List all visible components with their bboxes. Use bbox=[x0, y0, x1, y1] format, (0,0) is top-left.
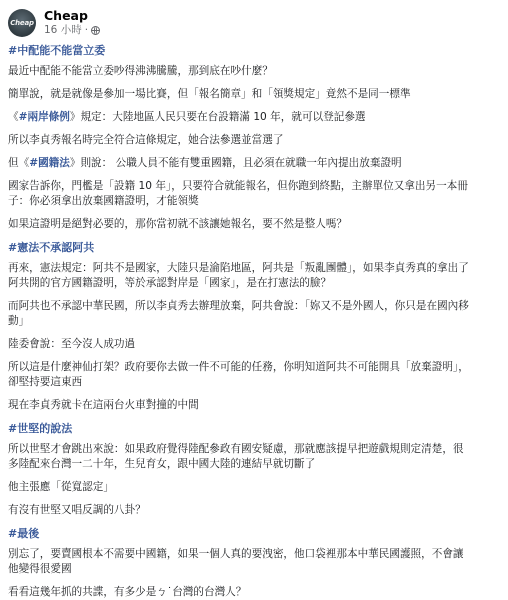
paragraph-line: 看看這幾年抓的共諜，有多少是ㄅ˙台灣的台灣人？ bbox=[8, 586, 247, 598]
text-fragment: 》規定：大陸地區人民只要在台設籍滿 10 年，就可以登記參選 bbox=[69, 111, 366, 123]
post-header bbox=[8, 0, 502, 43]
post-timestamp[interactable]: 16 小時 bbox=[44, 24, 82, 36]
post-paragraph bbox=[8, 398, 502, 413]
paragraph-line: 陸委會說：至今沒人成功過 bbox=[8, 338, 136, 350]
text-fragment: 《 bbox=[8, 111, 19, 123]
post-paragraph bbox=[8, 337, 502, 352]
post-paragraph bbox=[8, 217, 502, 232]
paragraph-line: 再來，憲法規定：阿共不是國家，大陸只是淪陷地區，阿共是「叛亂團體」，如果李貞秀真的拿出了 bbox=[8, 262, 469, 274]
post-paragraph bbox=[8, 261, 502, 291]
post-paragraph bbox=[8, 64, 502, 79]
hashtag-heading[interactable]: #中配能不能當立委 bbox=[8, 44, 106, 57]
text-fragment: 但《 bbox=[8, 157, 30, 169]
avatar-logo-text: Cheap bbox=[10, 19, 34, 27]
post-paragraph bbox=[8, 547, 502, 577]
paragraph-line: 最近中配能不能當立委吵得沸沸騰騰，那到底在吵什麼？ bbox=[8, 65, 273, 77]
paragraph-line: 現在李貞秀就卡在這兩台火車對撞的中間 bbox=[8, 399, 199, 411]
post-paragraph bbox=[8, 110, 502, 125]
paragraph-line: 簡單說，就是就像是參加一場比賽，但「報名簡章」和「領獎規定」竟然不是同一標準 bbox=[8, 88, 411, 100]
post-paragraph bbox=[8, 442, 502, 472]
hashtag-heading[interactable]: #最後 bbox=[8, 527, 40, 540]
post-paragraph bbox=[8, 480, 502, 495]
hashtag-heading[interactable]: #世堅的說法 bbox=[8, 422, 73, 435]
post-body bbox=[8, 43, 502, 600]
post-meta bbox=[44, 9, 100, 37]
paragraph-line: 他主張應「從寬認定」 bbox=[8, 481, 114, 493]
paragraph-line: 如果這證明是絕對必要的，那你當初就不該讓她報名，要不然是整人嗎？ bbox=[8, 218, 347, 230]
paragraph-line: 子：你必須拿出放棄國籍證明，才能領獎 bbox=[8, 195, 199, 207]
hashtag-link[interactable]: #國籍法 bbox=[29, 157, 70, 169]
post-paragraph bbox=[8, 179, 502, 209]
post-paragraph bbox=[8, 133, 502, 148]
timestamp-row bbox=[44, 23, 100, 37]
paragraph-line: 卻堅持要這東西 bbox=[8, 376, 83, 388]
paragraph-line-with-link bbox=[8, 110, 502, 125]
paragraph-line: 所以世堅才會跳出來說：如果政府覺得陸配參政有國安疑慮，那就應該提早把遊戲規則定清楚，很 bbox=[8, 443, 464, 455]
hashtag-heading[interactable]: #憲法不承認阿共 bbox=[8, 241, 95, 254]
paragraph-line: 多陸配來台灣一二十年，生兒育女，跟中國大陸的連結早就切斷了 bbox=[8, 458, 316, 470]
separator-dot: · bbox=[84, 24, 89, 36]
paragraph-line-with-link bbox=[8, 156, 502, 171]
globe-icon[interactable] bbox=[91, 26, 100, 35]
avatar[interactable] bbox=[8, 9, 36, 37]
post-paragraph bbox=[8, 156, 502, 171]
paragraph-line: 阿共開的官方國籍證明，等於承認對岸是「國家」，是在打憲法的臉？ bbox=[8, 277, 332, 289]
text-fragment: 》則說： 公職人員不能有雙重國籍，且必須在就職一年內提出放棄證明 bbox=[69, 157, 402, 169]
paragraph-line: 所以這是什麼神仙打架？政府要你去做一件不可能的任務，你明知道阿共不可能開具「放棄證明」， bbox=[8, 361, 469, 373]
author-name[interactable]: Cheap bbox=[44, 8, 88, 23]
hashtag-link[interactable]: #兩岸條例 bbox=[18, 111, 70, 123]
paragraph-line: 動」 bbox=[8, 315, 30, 327]
paragraph-line: 國家告訴你，門檻是「設籍 10 年」，只要符合就能報名，但你跑到終點，主辦單位又拿出另一本冊 bbox=[8, 180, 468, 192]
paragraph-line: 他變得很愛國 bbox=[8, 563, 72, 575]
post-paragraph bbox=[8, 299, 502, 329]
post-paragraph bbox=[8, 585, 502, 600]
paragraph-line: 有沒有世堅又唱反調的八卦？ bbox=[8, 504, 146, 516]
post-paragraph bbox=[8, 360, 502, 390]
paragraph-line: 而阿共也不承認中華民國，所以李貞秀去辦理放棄，阿共會說：「妳又不是外國人，你只是在國內移 bbox=[8, 300, 469, 312]
paragraph-line: 別忘了，要賣國根本不需要中國籍，如果一個人真的要洩密，他口袋裡那本中華民國護照，不會讓 bbox=[8, 548, 464, 560]
paragraph-line: 所以李貞秀報名時完全符合這條規定，她合法參選並當選了 bbox=[8, 134, 284, 146]
post-paragraph bbox=[8, 87, 502, 102]
post-paragraph bbox=[8, 503, 502, 518]
